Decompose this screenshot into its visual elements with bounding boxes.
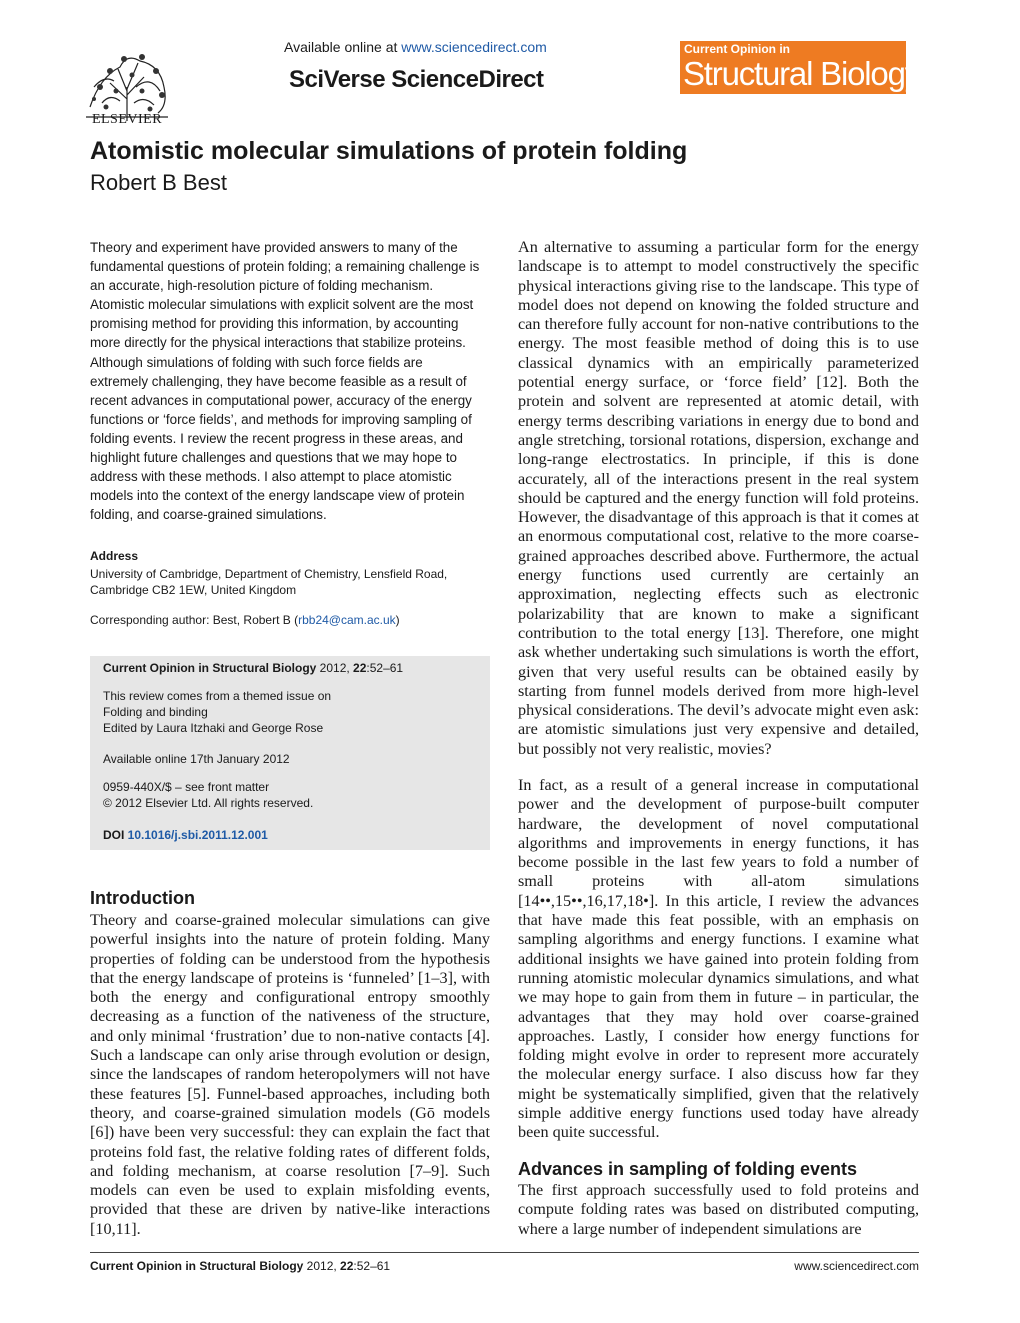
body-paragraph-1: An alternative to assuming a particular form for the energy landscape is to attempt to model constructively the specific physical interactions giving rise to the landscape. This type of model does not depend on knowing the folded structure and can therefore fully account for non-native contributions to the energy. The most feasible method of doing this is to use classical dynamics with an empirically parameterized potential energy surface, or ‘force field’ [12]. Both the protein and solvent are represented at atomic detail, with energy terms describing variations in energy due to bond and angle stretching, torsional rotations, dispersion, exchange and long-range electrostatics. In principle, if this is done accurately, all of the interactions present in the real system should be captured and the energy function will fold proteins. However, the disadvantage of this approach is that it comes at an enormous computational cost, relative to the more coarse-grained approaches described above. Furthermore, the actual energy functions used currently are certainly an approximation, neglecting effects such as electronic polarizability that are known to make a significant contribution to the total energy [13]. Therefore, one might ask whether undertaking such simulations is worth the effort, given that very useful results can be obtained easily by starting from funnel models derived from more high-level physical considerations. The devil’s advocate might even ask: are atomistic simulations just very expensive and detailed, but possibly not very realistic, movies? xyxy=(518,238,919,758)
footer-divider xyxy=(90,1252,919,1253)
journal-badge-small: Current Opinion in xyxy=(684,42,790,56)
abstract: Theory and experiment have provided answers to many of the fundamental questions of protein folding; a remaining challenge is an accurate, high-resolution picture of folding mechanism. Atomistic molecular simulations with explicit solvent are the most promising method for providing this information, by accounting more directly for the physical interactions that stabilize proteins. Although simulations of folding with such force fields are extremely challenging, they have become feasible as a result of recent advances in computational power, accuracy of the energy functions or ‘force fields’, and methods for improving sampling of folding events. I review the recent progress in these areas, and highlight future challenges and questions that we may hope to address with these methods. I also attempt to place atomistic models into the context of the energy landscape view of protein folding, and coarse-grained simulations. xyxy=(90,240,480,523)
doi-link[interactable]: 10.1016/j.sbi.2011.12.001 xyxy=(127,828,268,842)
infobox-theme-topic: Folding and binding xyxy=(103,705,208,719)
article-info-box xyxy=(90,656,490,850)
address: University of Cambridge, Department of Chemistry, Lensfield Road, Cambridge CB2 1EW, United Kingdom xyxy=(90,567,448,597)
introduction-heading: Introduction xyxy=(90,888,195,908)
advances-heading: Advances in sampling of folding events xyxy=(518,1159,858,1179)
journal-badge-big: Structural Biology xyxy=(683,55,921,92)
introduction-text: Theory and coarse-grained molecular simulations can give powerful insights into the nature of protein folding. Many properties of folding can be understood from the hypothesis that the energy landscape of proteins is ‘funneled’ [1–3], with both the energy and configurational entropy smoothly decreasing as a function of the nativeness of the structure, and only minimal ‘frustration’ due to non-native contacts [4]. Such a landscape can only arise through evolution or design, since the landscapes of random heteropolymers will not have these features [5]. Funnel-based approaches, including both theory, and coarse-grained simulation models (Gō models [6]) have been very successful: they can explain the fact that proteins fold fast, the relative folding rates of different folds, and folding mechanism, at coarse resolution [7–9]. Such models can even be used to explain misfolding events, provided that these are driven by native-like interactions [10,11]. xyxy=(90,911,490,1238)
infobox-editors: Edited by Laura Itzhaki and George Rose xyxy=(103,721,324,735)
infobox-doi: DOI 10.1016/j.sbi.2011.12.001 xyxy=(103,828,268,842)
infobox-copyright: © 2012 Elsevier Ltd. All rights reserved. xyxy=(103,796,314,810)
footer-url: www.sciencedirect.com xyxy=(794,1259,919,1273)
publisher-name: ELSEVIER xyxy=(91,112,163,127)
journal-badge xyxy=(680,41,921,94)
platform-name: SciVerse ScienceDirect xyxy=(289,66,544,93)
infobox-issn: 0959-440X/$ – see front matter xyxy=(103,780,270,794)
body-paragraph-2: In fact, as a result of a general increase in computational power and the development of purpose-built computer hardware, the development of novel computational algorithms and improvements in energy functions, it has become possible in the last few years to fold a number of small proteins with all-atom simulations [14••,15••,16,17,18•]. In this article, I review the advances that have made this feat possible, with an emphasis on sampling algorithms and energy functions. I examine what additional insights we have gained into protein folding from running atomistic molecular dynamics simulations, and what we may hope to gain from them in future – in particular, the advantages that they may hold over coarse-grained approaches. Lastly, I consider how energy functions for folding might evolve in order to represent more accurately the molecular energy surface. I also discuss how far they might be systematically simplified, given that the relatively simple additive energy functions used today have already been quite successful. xyxy=(518,776,919,1142)
sciencedirect-link[interactable]: www.sciencedirect.com xyxy=(401,39,547,55)
address-heading: Address xyxy=(90,549,139,563)
article-author: Robert B Best xyxy=(90,170,227,195)
article-title: Atomistic molecular simulations of protein folding xyxy=(90,137,688,165)
available-online: Available online at www.sciencedirect.com xyxy=(284,39,547,55)
infobox-citation: Current Opinion in Structural Biology 2012, 22:52–61 xyxy=(103,661,404,675)
corresponding-author: Corresponding author: Best, Robert B (rbb24@cam.ac.uk) xyxy=(90,613,400,627)
infobox-theme: This review comes from a themed issue on xyxy=(103,689,332,703)
infobox-available: Available online 17th January 2012 xyxy=(103,752,290,766)
advances-text: The first approach successfully used to fold proteins and compute folding rates was based on distributed computing, where a large number of independent simulations are xyxy=(518,1181,919,1238)
footer-citation: Current Opinion in Structural Biology 2012, 22:52–61 xyxy=(90,1259,391,1273)
author-email-link[interactable]: rbb24@cam.ac.uk xyxy=(298,613,396,627)
